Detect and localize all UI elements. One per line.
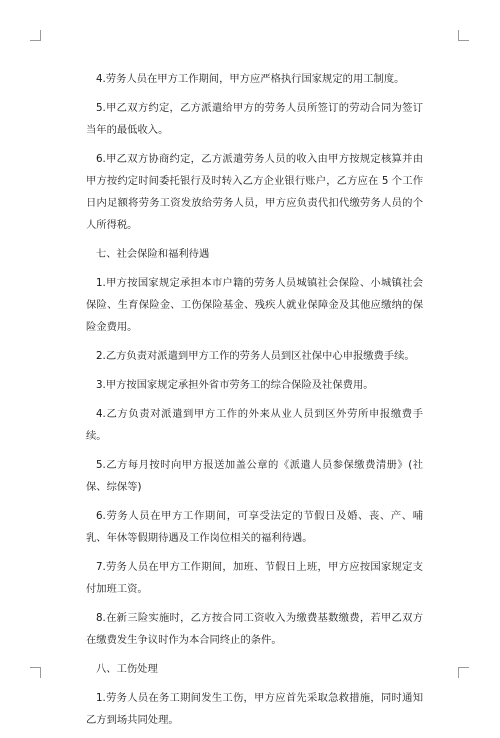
paragraph-monthly-register: 5.乙方每月按时向甲方报送加盖公章的《派遣人员参保缴费清册》(社保、综保等) [86,459,423,493]
document-body [86,68,423,738]
page-corner-mark-bottom-right [458,667,469,678]
page-corner-mark-top-right [458,30,469,41]
section-heading-work-injury: 八、工伤处理 [96,663,158,675]
paragraph-injury-handling: 1.劳务人员在务工期间发生工伤，甲方应首先采取急救措施，同时通知乙方到场共同处理。 [86,692,423,726]
paragraph-migrant-insurance: 3.甲方按国家规定承担外省市劳务工的综合保险及社保费用。 [96,379,374,391]
paragraph-labor-system: 4.劳务人员在甲方工作期间，甲方应严格执行国家规定的用工制度。 [96,73,405,85]
page-corner-mark-bottom-left [30,667,41,678]
paragraph-wage-payment: 6.甲乙双方协商约定，乙方派遣劳务人员的收入由甲方按规定核算并由甲方按约定时间委托银行及时转入乙方企业银行账户，乙方应在 5 个工作日内足额将劳务工资发放给劳务人员，甲方应负责代扣代缴劳务人员的个人所得税。 [86,153,423,231]
paragraph-outside-worker-filing: 4.乙方负责对派遣到甲方工作的外来从业人员到区外劳所申报缴费手续。 [86,408,423,442]
section-heading-social-insurance: 七、社会保险和福利待遇 [96,248,210,260]
paragraph-overtime-pay: 7.劳务人员在甲方工作期间，加班、节假日上班，甲方应按国家规定支付加班工资。 [86,561,423,595]
page-corner-mark-top-left [30,30,41,41]
paragraph-social-security-filing: 2.乙方负责对派遣到甲方工作的劳务人员到区社保中心申报缴费手续。 [96,350,415,362]
paragraph-holidays-benefits: 6.劳务人员在甲方工作期间，可享受法定的节假日及婚、丧、产、哺乳、年休等假期待遇及工作岗位相关的福利待遇。 [86,510,423,544]
paragraph-local-insurance: 1.甲方按国家规定承担本市户籍的劳务人员城镇社会保险、小城镇社会保险、生育保险金、工伤保险基金、残疾人就业保障金及其他应缴纳的保险金费用。 [86,277,423,333]
paragraph-minimum-income: 5.甲乙双方约定，乙方派遣给甲方的劳务人员所签订的劳动合同为签订当年的最低收入。 [86,102,423,136]
paragraph-new-insurance: 8.在新三险实施时，乙方按合同工资收入为缴费基数缴费，若甲乙双方在缴费发生争议时作为本合同终止的条件。 [86,612,423,646]
